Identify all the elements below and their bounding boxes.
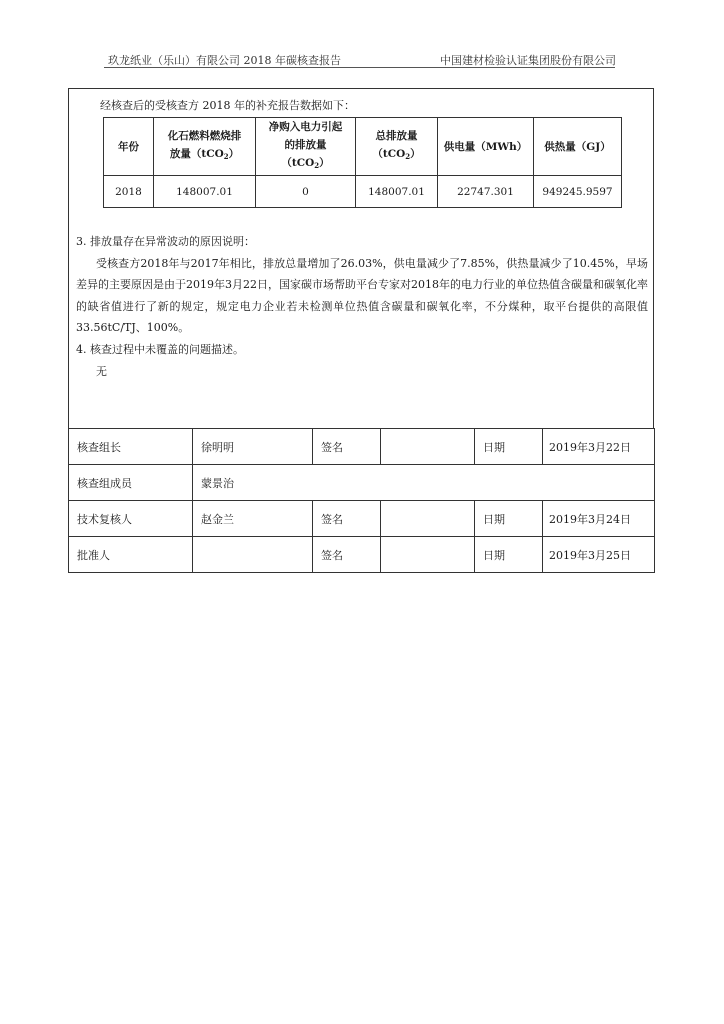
header-divider — [104, 67, 615, 68]
role-label: 核查组长 — [69, 429, 193, 465]
intro-text: 经核查后的受核查方 2018 年的补充报告数据如下： — [100, 99, 355, 112]
date-label: 日期 — [475, 501, 543, 537]
signoff-row-member — [69, 465, 655, 501]
cell-electricity-emissions: 0 — [256, 176, 356, 208]
signature-field[interactable] — [381, 429, 475, 465]
section-4 — [76, 339, 648, 382]
person-name: 蒙景治 — [193, 465, 655, 501]
person-name: 赵金兰 — [193, 501, 313, 537]
sign-label: 签名 — [313, 537, 381, 573]
person-name: 徐明明 — [193, 429, 313, 465]
signoff-row-reviewer — [69, 501, 655, 537]
role-label: 批准人 — [69, 537, 193, 573]
cell-fossil-emissions: 148007.01 — [154, 176, 256, 208]
sign-label: 签名 — [313, 429, 381, 465]
header-power-supply: 供电量（MWh） — [438, 118, 534, 176]
date-value: 2019年3月24日 — [543, 501, 655, 537]
date-label: 日期 — [475, 537, 543, 573]
header-electricity-emissions: 净购入电力引起 的排放量 （tCO$_2$） — [256, 118, 356, 176]
date-value: 2019年3月22日 — [543, 429, 655, 465]
role-label: 技术复核人 — [69, 501, 193, 537]
section-3-title: 3. 排放量存在异常波动的原因说明： — [76, 235, 255, 248]
role-label: 核查组成员 — [69, 465, 193, 501]
signature-field[interactable] — [381, 501, 475, 537]
sign-label: 签名 — [313, 501, 381, 537]
signature-field[interactable] — [381, 537, 475, 573]
header-fossil-emissions: 化石燃料燃烧排 放量（tCO$_2$） — [154, 118, 256, 176]
cell-total-emissions: 148007.01 — [356, 176, 438, 208]
section-4-title: 4. 核查过程中未覆盖的问题描述。 — [76, 343, 244, 356]
cell-year: 2018 — [104, 176, 154, 208]
signoff-table — [68, 428, 655, 573]
signoff-row-approver — [69, 537, 655, 573]
header-left: 玖龙纸业（乐山）有限公司 2018 年碳核查报告 — [108, 54, 341, 67]
header-right: 中国建材检验认证集团股份有限公司 — [440, 54, 616, 67]
header-total-emissions: 总排放量 （tCO$_2$） — [356, 118, 438, 176]
table-row — [104, 176, 622, 208]
section-3 — [76, 231, 648, 339]
supplementary-data-table — [103, 117, 622, 208]
section-4-body: 无 — [96, 364, 107, 378]
date-value: 2019年3月25日 — [543, 537, 655, 573]
header-year: 年份 — [104, 118, 154, 176]
date-label: 日期 — [475, 429, 543, 465]
person-name — [193, 537, 313, 573]
cell-heat-supply: 949245.9597 — [534, 176, 622, 208]
header-heat-supply: 供热量（GJ） — [534, 118, 622, 176]
cell-power-supply: 22747.301 — [438, 176, 534, 208]
table-header-row — [104, 118, 622, 176]
signoff-row-leader — [69, 429, 655, 465]
section-3-body: 受核查方2018年与2017年相比，排放总量增加了26.03%，供电量减少了7.85%，供热量减少了10.45%，早场差异的主要原因是由于2019年3月22日，国家碳市场帮助平台专家对2018年的电力行业的单位热值含碳量和碳氧化率的缺省值进行了新的规定，规定电力企业若未检测单位热值含碳量和碳氧化率，不分煤种，取平台提供的高限值33.56tC/TJ、100%。 — [76, 256, 648, 334]
